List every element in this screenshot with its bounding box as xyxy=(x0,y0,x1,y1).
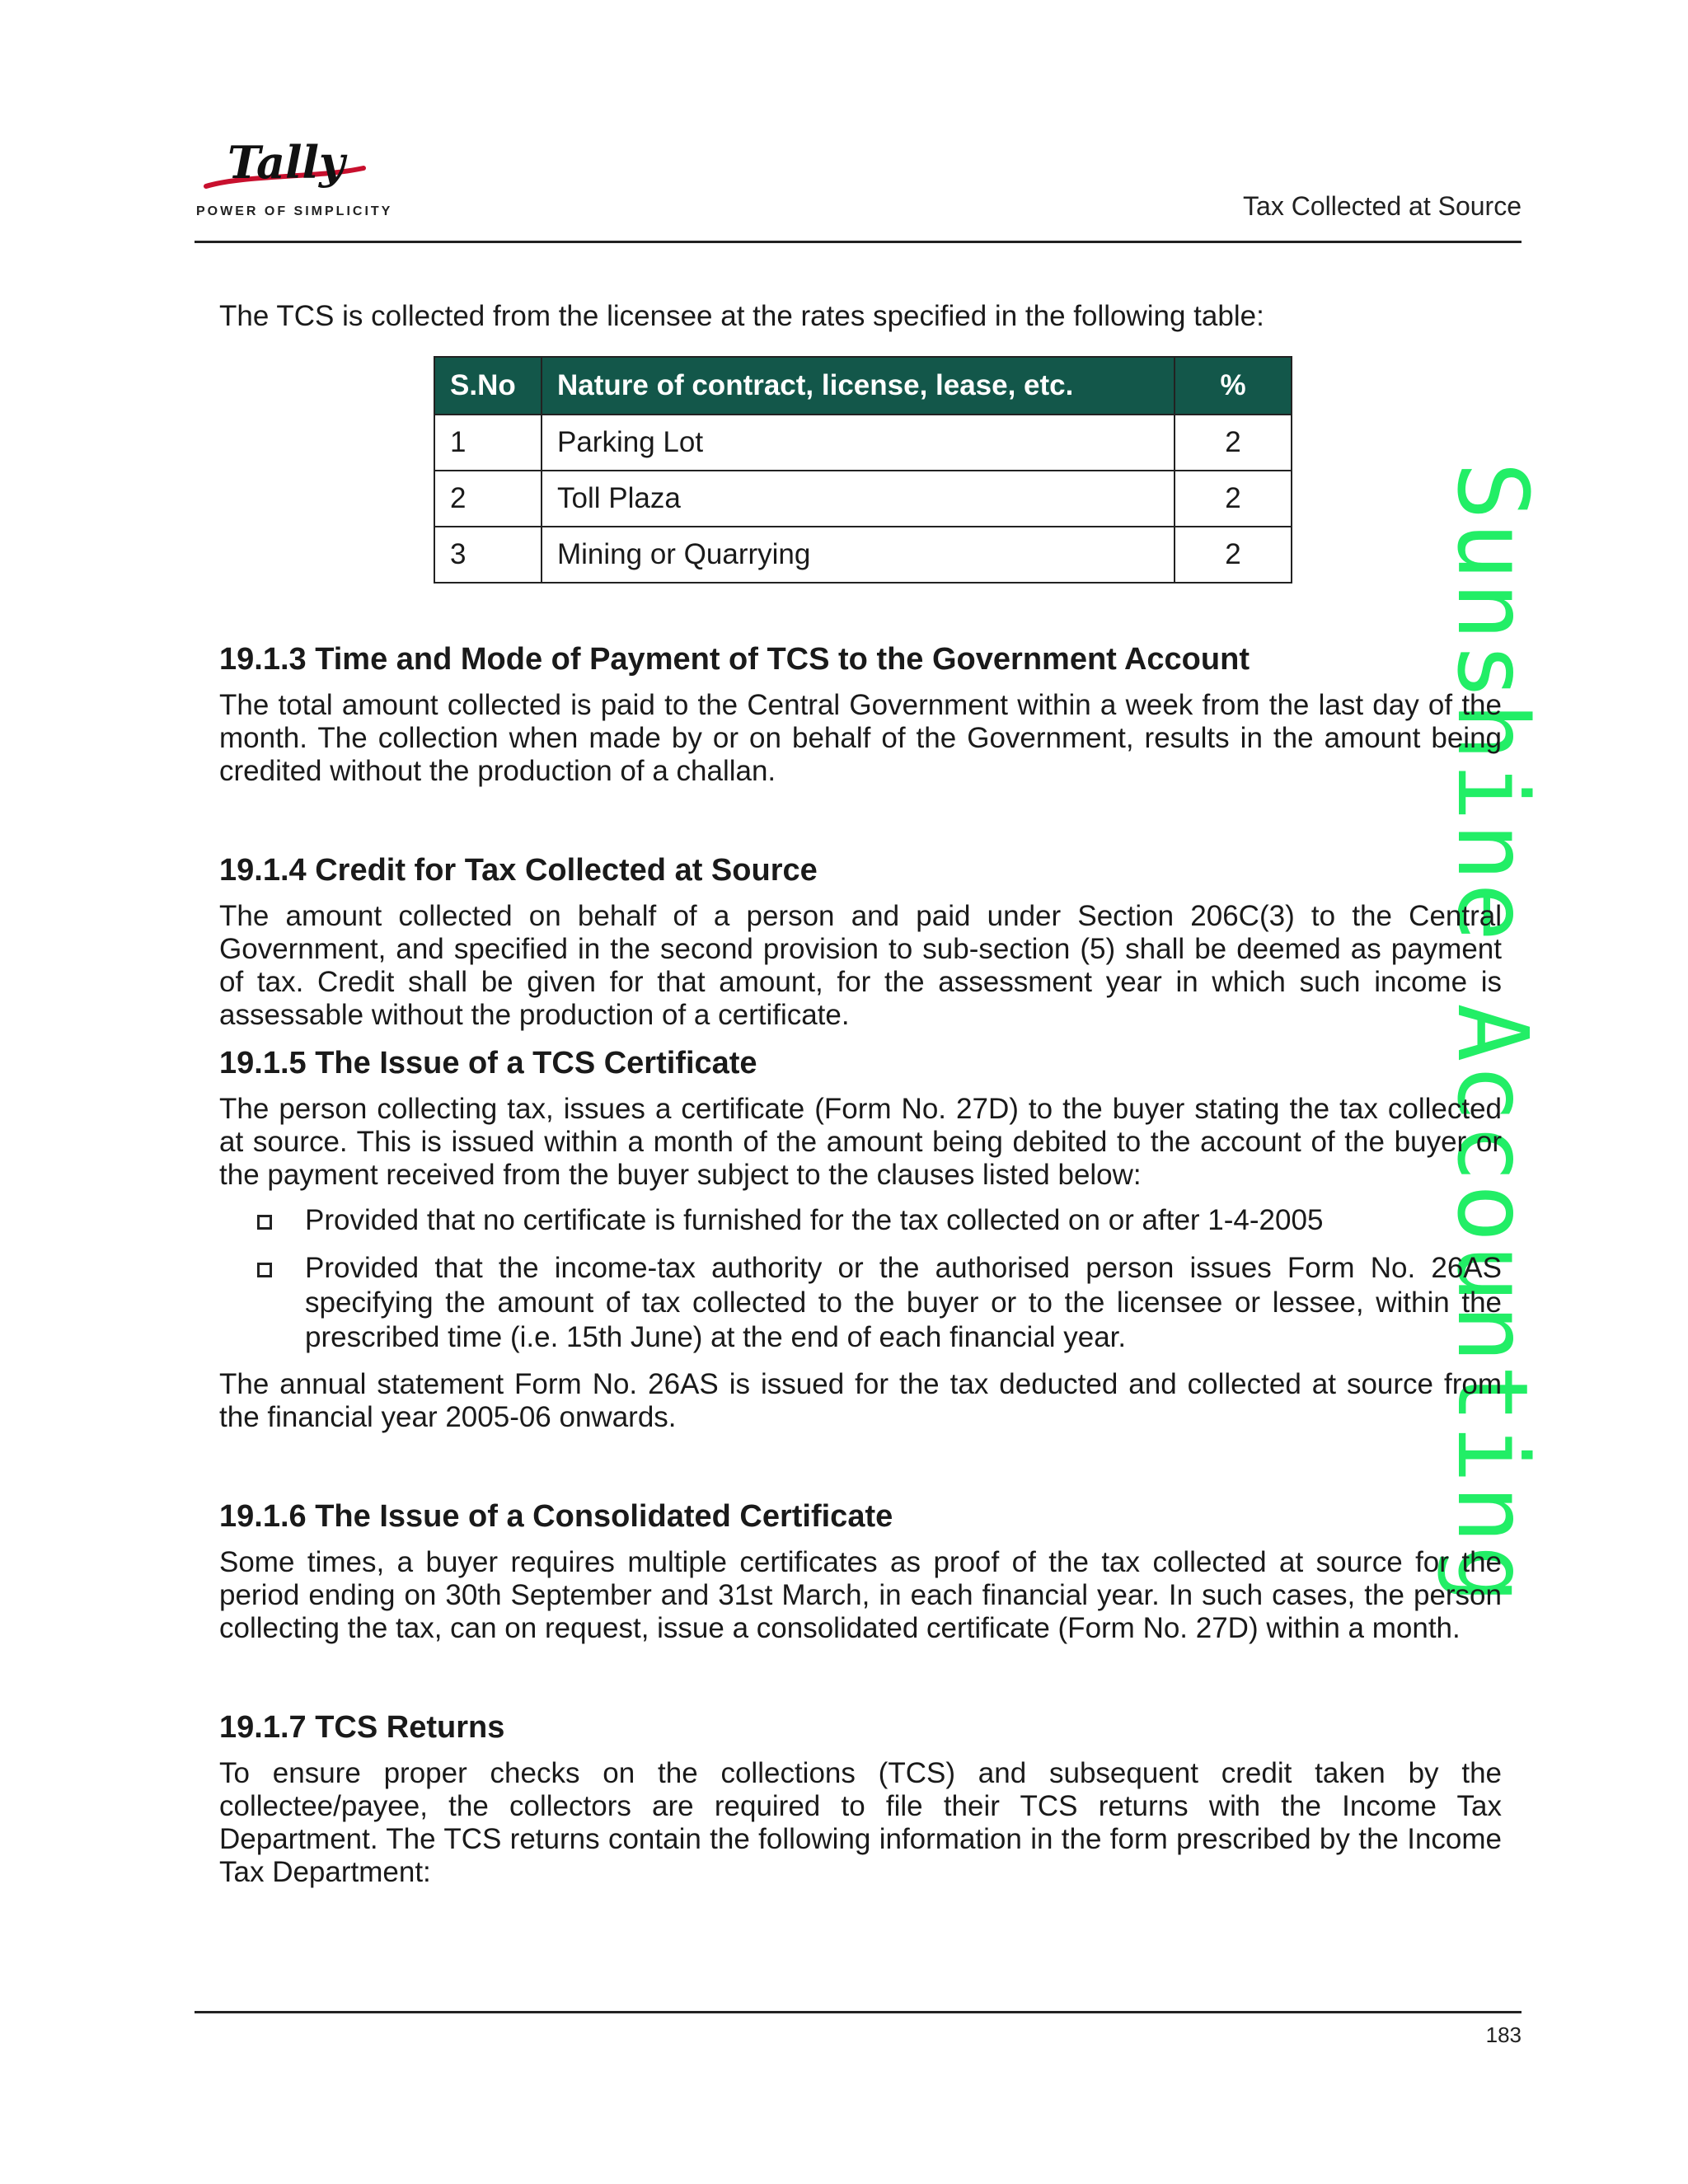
chapter-title: Tax Collected at Source xyxy=(1243,191,1522,221)
page-content xyxy=(219,300,1502,1889)
list-item-text: Provided that the income-tax authority or the authorised person issues Form No. 26AS specifying the amount of tax collected to the buyer or to the licensee or lessee, within the prescribed time (i.e. 15th June) at the end of each financial year. xyxy=(305,1252,1502,1353)
table-header-row xyxy=(434,357,1292,415)
list-item xyxy=(305,1251,1502,1355)
table-row xyxy=(434,415,1292,471)
section-body-19-1-7: To ensure proper checks on the collections (TCS) and subsequent credit taken by the collectee/payee, the collectors are required to file their TCS returns with the Income Tax Department. The TCS returns contain the following information in the form prescribed by the Income Tax Department: xyxy=(219,1757,1502,1888)
section-heading-19-1-6: 19.1.6 The Issue of a Consolidated Certificate xyxy=(219,1499,893,1534)
square-bullet-icon xyxy=(257,1263,272,1277)
page-number: 183 xyxy=(1485,2022,1522,2047)
table-row xyxy=(434,471,1292,527)
section-heading-19-1-5: 19.1.5 The Issue of a TCS Certificate xyxy=(219,1046,757,1080)
footer-rule xyxy=(195,2011,1522,2013)
header-rule xyxy=(195,241,1522,243)
section-after-19-1-5: The annual statement Form No. 26AS is issued for the tax deducted and collected at source from the financial year 2005-06 onwards. xyxy=(219,1368,1502,1433)
list-item xyxy=(305,1203,1502,1238)
intro-paragraph: The TCS is collected from the licensee at the rates specified in the following table: xyxy=(219,300,1264,332)
table-header-percent: % xyxy=(1175,357,1292,415)
table-cell-percent: 2 xyxy=(1175,471,1292,527)
square-bullet-icon xyxy=(257,1215,272,1230)
clause-list xyxy=(219,1203,1502,1355)
table-cell-sno: 3 xyxy=(434,527,542,583)
section-body-19-1-4: The amount collected on behalf of a person and paid under Section 206C(3) to the Central Government, and specified in the second provision to sub-section (5) shall be deemed as payment of tax. Credit shall be given for that amount, for the assessment year in which such income is assessable without the production of a certificate. xyxy=(219,900,1502,1031)
table-cell-percent: 2 xyxy=(1175,415,1292,471)
table-cell-nature: Mining or Quarrying xyxy=(542,527,1175,583)
section-heading-19-1-3: 19.1.3 Time and Mode of Payment of TCS to the Government Account xyxy=(219,642,1250,677)
tcs-rates-table xyxy=(434,356,1292,583)
table-header-nature: Nature of contract, license, lease, etc. xyxy=(542,357,1175,415)
watermark-text: Sunshine Accounting xyxy=(1436,462,1550,1605)
table-cell-nature: Parking Lot xyxy=(542,415,1175,471)
table-row xyxy=(434,527,1292,583)
table-cell-nature: Toll Plaza xyxy=(542,471,1175,527)
section-body-19-1-6: Some times, a buyer requires multiple certificates as proof of the tax collected at source for the period ending on 30th September and 31st March, in each financial year. In such cases, the person collecting the tax, can on request, issue a consolidated certificate (Form No. 27D) within a month. xyxy=(219,1546,1502,1644)
section-body-19-1-3: The total amount collected is paid to the Central Government within a week from the last day of the month. The collection when made by or on behalf of the Government, results in the amount being credited without the production of a challan. xyxy=(219,689,1502,787)
section-heading-19-1-4: 19.1.4 Credit for Tax Collected at Source xyxy=(219,853,818,888)
table-cell-sno: 1 xyxy=(434,415,542,471)
svg-text:Tally: Tally xyxy=(227,136,345,189)
table-cell-percent: 2 xyxy=(1175,527,1292,583)
table-cell-sno: 2 xyxy=(434,471,542,527)
section-body-19-1-5: The person collecting tax, issues a certificate (Form No. 27D) to the buyer stating the tax collected at source. This is issued within a month of the amount being debited to the account of the buyer or the payment received from the buyer subject to the clauses listed below: xyxy=(219,1093,1502,1191)
logo-tagline: POWER OF SIMPLICITY xyxy=(196,204,393,218)
section-heading-19-1-7: 19.1.7 TCS Returns xyxy=(219,1710,505,1745)
table-header-sno: S.No xyxy=(434,357,542,415)
list-item-text: Provided that no certificate is furnished for the tax collected on or after 1-4-2005 xyxy=(305,1204,1324,1236)
